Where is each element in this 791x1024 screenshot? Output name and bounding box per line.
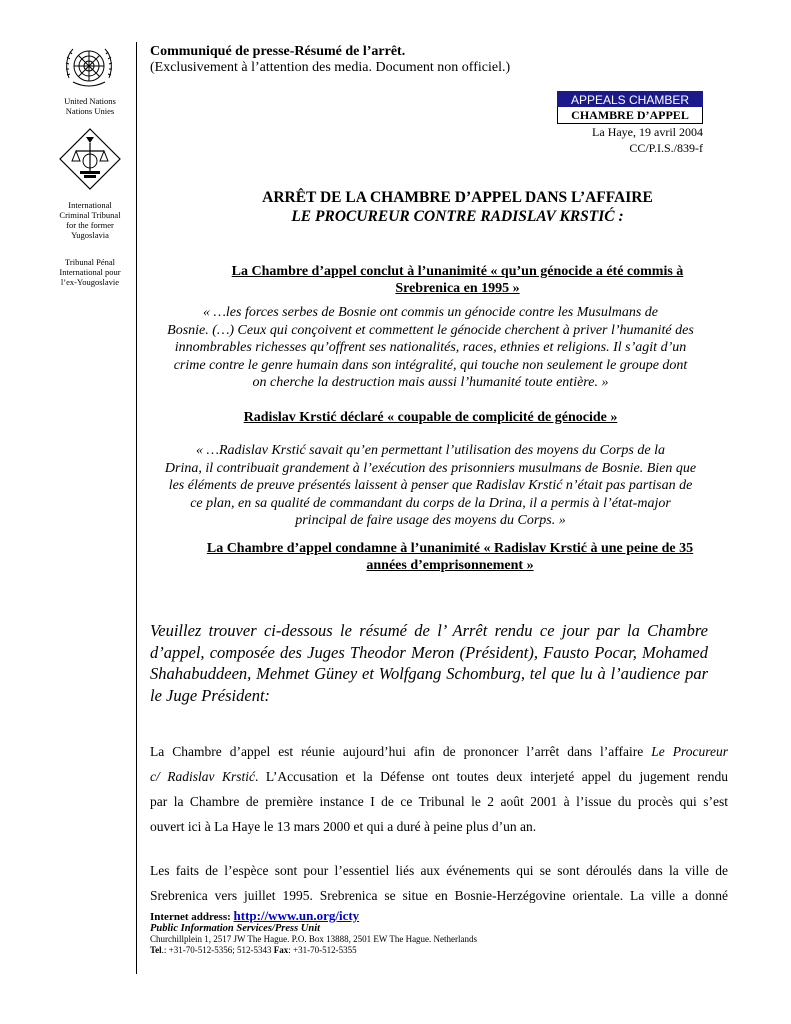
- postal-address: Churchillplein 1, 2517 JW The Hague. P.O. Box 13888, 2501 EW The Hague. Netherlands: [150, 934, 478, 944]
- un-emblem-icon: [63, 44, 115, 90]
- body-paragraph: [150, 858, 728, 908]
- tribunal-name-en-line: International: [68, 200, 112, 210]
- document-title-line2: LE PROCUREUR CONTRE RADISLAV KRSTIĆ :: [291, 208, 624, 225]
- tribunal-name-fr-line: l’ex-Yougoslavie: [60, 277, 120, 287]
- tribunal-name-fr-line: Tribunal Pénal: [65, 257, 115, 267]
- body-line: Les faits de l’espèce sont pour l’essentiel liés aux événements qui se sont déroulés dans la ville de: [150, 863, 728, 878]
- internet-address: [150, 908, 477, 924]
- press-release-title: Communiqué de presse-Résumé de l’arrêt.: [150, 44, 406, 59]
- section-heading-genocide: [200, 263, 715, 297]
- case-name-text: Le Procureur: [651, 744, 728, 759]
- body-text: . L’Accusation et la Défense ont toutes deux interjeté appel du jugement rendu: [255, 769, 728, 784]
- document-title-line1: ARRÊT DE LA CHAMBRE D’APPEL DANS L’AFFAIRE: [262, 189, 653, 206]
- website-link[interactable]: http://www.un.org/icty: [233, 908, 360, 923]
- tribunal-name-en-line: Yugoslavia: [71, 230, 109, 240]
- chamber-badge: [557, 91, 703, 124]
- chamber-badge-fr: CHAMBRE D’APPEL: [557, 107, 703, 124]
- tribunal-name-fr-line: International pour: [59, 267, 121, 277]
- section-heading-line: Srebrenica en 1995 »: [395, 281, 520, 296]
- fax-number: : +31-70-512-5355: [288, 944, 357, 955]
- tribunal-name-fr: [50, 257, 130, 287]
- reference-number: CC/P.I.S./839-f: [629, 141, 703, 155]
- section-heading-complicity: Radislav Krstić déclaré « coupable de complicité de génocide »: [243, 410, 618, 425]
- quote-line: « …les forces serbes de Bosnie ont commis un génocide contre les Musulmans de: [202, 305, 659, 320]
- body-line: Srebrenica vers juillet 1995. Srebrenica se situe en Bosnie-Herzégovine orientale. La ville a donné: [150, 888, 728, 903]
- tribunal-name-en-line: Criminal Tribunal: [59, 210, 121, 220]
- document-title: [200, 188, 715, 226]
- tribunal-name-en-line: for the former: [66, 220, 114, 230]
- un-name: [50, 96, 130, 116]
- body-line: par la Chambre de première instance I de ce Tribunal le 2 août 2001 à l’issue du procès qui s’est: [150, 794, 728, 809]
- quote-line: principal de faire usage des moyens du Corps. »: [295, 513, 566, 529]
- tel-label: Tel: [150, 944, 162, 955]
- quote-line: innombrables richesses qu’offrent ses nationalités, races, ethnies et religions. Il s’agit d’un: [174, 340, 687, 356]
- quote-line: ce plan, en sa qualité de commandant du corps de la Drina, il a permis à l’état-major: [190, 495, 671, 511]
- un-name-fr: Nations Unies: [65, 106, 115, 116]
- tribunal-name-en: [50, 200, 130, 240]
- press-release-subtitle: (Exclusivement à l’attention des media. Document non officiel.): [150, 60, 511, 75]
- tel-number: .: +31-70-512-5356; 512-5343: [161, 944, 274, 955]
- body-paragraph: [150, 739, 728, 839]
- quote-line: les éléments de preuve présentés laissent à penser que Radislav Krstić n’était pas partisan de: [168, 478, 693, 494]
- chamber-badge-en: APPEALS CHAMBER: [557, 91, 703, 107]
- section-heading-line: La Chambre d’appel condamne à l’unanimité « Radislav Krstić à une peine de 35: [206, 541, 694, 556]
- quote-line: on cherche la destruction mais aussi l’humanité toute entière. »: [252, 375, 609, 391]
- quote-line: Drina, il contribuait grandement à l’exécution des prisonniers musulmans de Bosnie. Bien que: [164, 460, 697, 476]
- case-name-text: c/ Radislav Krstić: [150, 769, 255, 784]
- body-line: [150, 739, 728, 764]
- body-line: ouvert ici à La Haye le 13 mars 2000 et qui a duré à peine plus d’un an.: [150, 819, 537, 834]
- fax-label: Fax: [273, 944, 289, 955]
- section-heading-sentence: [185, 540, 715, 574]
- sidebar-divider: [136, 42, 137, 974]
- place-date: La Haye, 19 avril 2004: [592, 125, 703, 139]
- un-name-en: United Nations: [64, 96, 116, 106]
- quote-line: crime contre le genre humain dans son intégralité, qui touche non seulement le groupe dont: [173, 357, 688, 373]
- quote-line: Bosnie. (…) Ceux qui conçoivent et commettent le génocide cherchent à priver l’humanité des: [167, 322, 694, 338]
- icty-emblem-icon: [58, 127, 122, 191]
- intro-paragraph: Veuillez trouver ci-dessous le résumé de l’ Arrêt rendu ce jour par la Chambre d’appel, composée des Juges Theodor Meron (Président), Fausto Pocar, Mohamed Shahabuddeen, Mehmet Güney et Wolfgang Schomburg, tel que lu à l’audience par le Juge Président:: [150, 621, 708, 705]
- quote-line: « …Radislav Krstić savait qu’en permettant l’utilisation des moyens du Corps de la: [196, 443, 665, 458]
- quote-genocide: [148, 304, 713, 392]
- body-line: [150, 764, 728, 789]
- body-text: La Chambre d’appel est réunie aujourd’hui afin de prononcer l’arrêt dans l’affaire: [150, 744, 652, 759]
- contact-numbers: [150, 945, 477, 956]
- section-heading-line: La Chambre d’appel conclut à l’unanimité « qu’un génocide a été commis à: [231, 264, 684, 279]
- press-unit: Public Information Services/Press Unit: [150, 922, 321, 934]
- quote-complicity: [148, 442, 713, 530]
- internet-address-label: Internet address:: [150, 911, 234, 923]
- section-heading-line: années d’emprisonnement »: [366, 558, 534, 573]
- footer: [150, 908, 478, 955]
